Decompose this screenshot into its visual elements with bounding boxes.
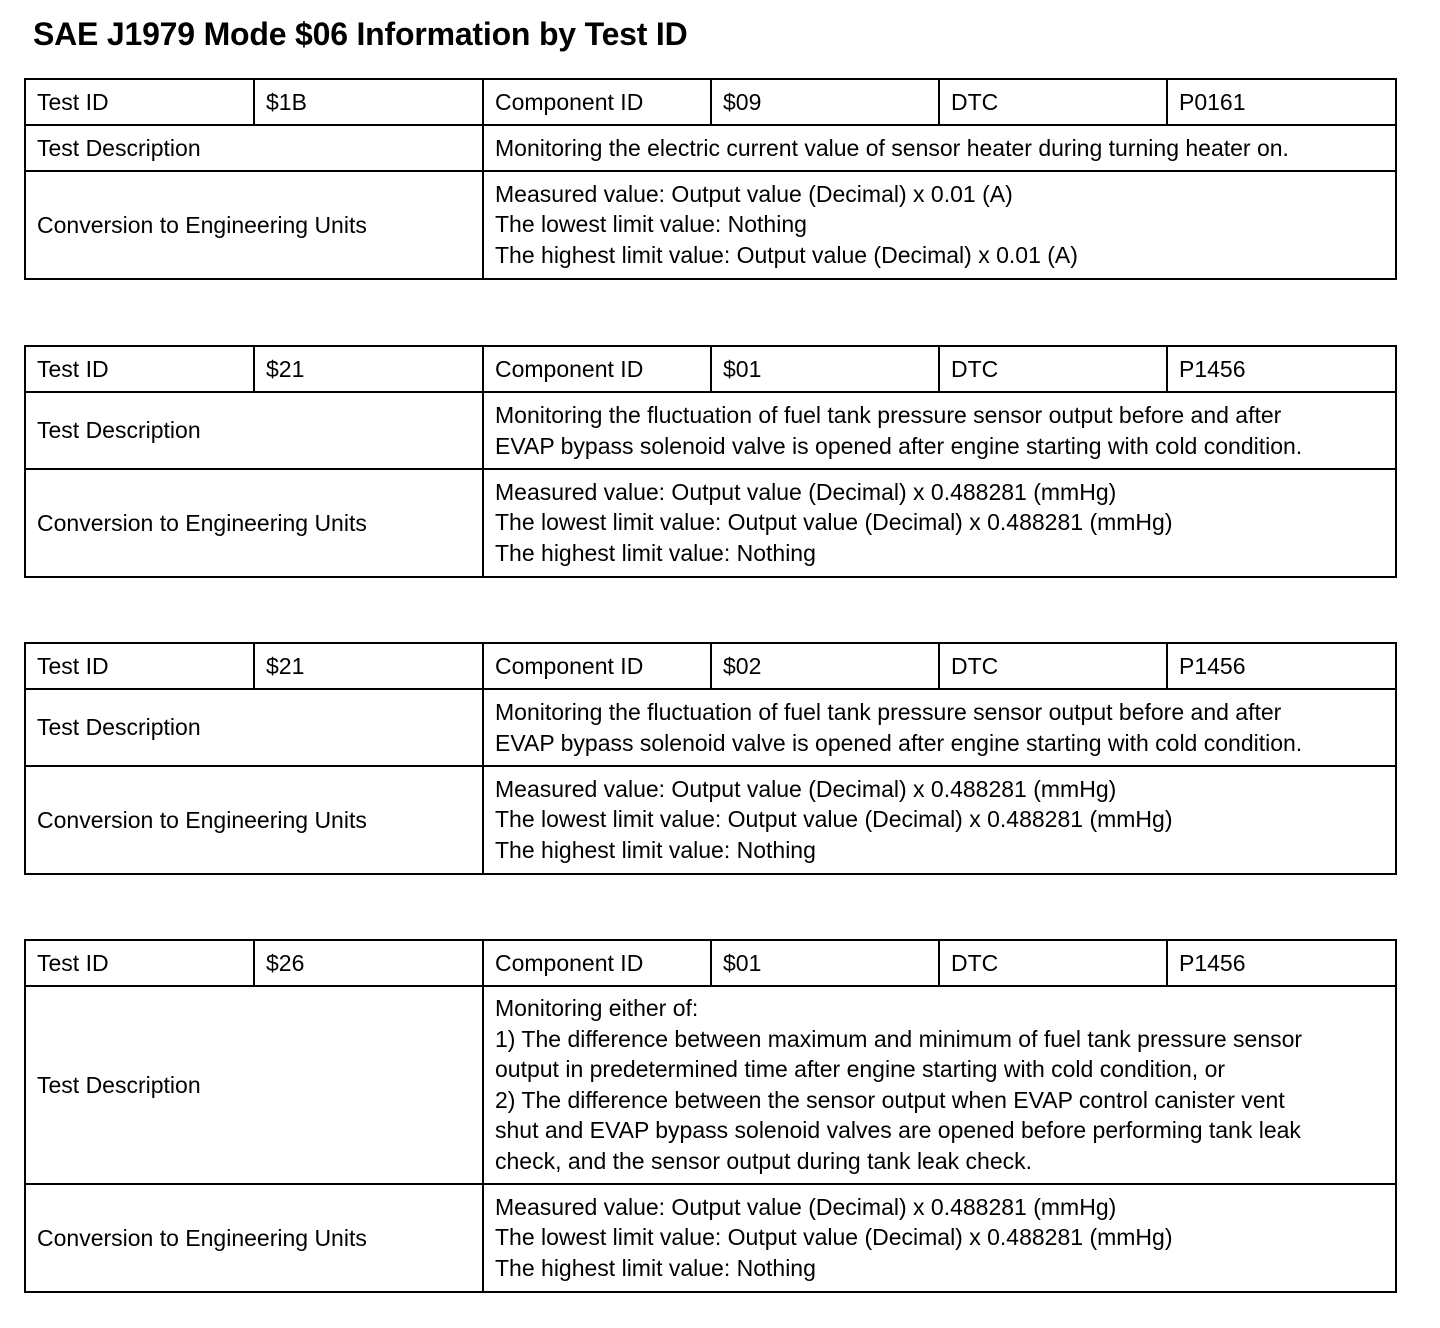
dtc-value: P0161	[1167, 79, 1396, 125]
conversion-value: Measured value: Output value (Decimal) x 0.488281 (mmHg) The lowest limit value: Output value (Decimal) x 0.488281 (mmHg) The highest limit value: Nothing	[483, 766, 1396, 874]
test-id-value: $1B	[254, 79, 483, 125]
test-description-label: Test Description	[25, 125, 483, 171]
component-id-value: $01	[711, 346, 939, 392]
conversion-label: Conversion to Engineering Units	[25, 469, 483, 577]
conversion-row	[25, 1184, 1396, 1292]
test-id-value: $21	[254, 346, 483, 392]
component-id-label: Component ID	[483, 643, 711, 689]
test-id-label: Test ID	[25, 346, 254, 392]
test-id-label: Test ID	[25, 643, 254, 689]
conversion-value: Measured value: Output value (Decimal) x 0.01 (A) The lowest limit value: Nothing The highest limit value: Output value (Decimal) x 0.01 (A)	[483, 171, 1396, 279]
dtc-label: DTC	[939, 79, 1167, 125]
dtc-value: P1456	[1167, 346, 1396, 392]
test-header-row	[25, 79, 1396, 125]
dtc-value: P1456	[1167, 643, 1396, 689]
test-description-row	[25, 125, 1396, 171]
component-id-value: $01	[711, 940, 939, 986]
component-id-label: Component ID	[483, 940, 711, 986]
test-description-label: Test Description	[25, 689, 483, 766]
test-description-label: Test Description	[25, 392, 483, 469]
test-header-row	[25, 346, 1396, 392]
dtc-label: DTC	[939, 940, 1167, 986]
test-table-21-02	[24, 642, 1397, 875]
test-id-value: $21	[254, 643, 483, 689]
component-id-label: Component ID	[483, 346, 711, 392]
test-description-row	[25, 689, 1396, 766]
conversion-row	[25, 171, 1396, 279]
test-header-row	[25, 643, 1396, 689]
test-description-row	[25, 392, 1396, 469]
conversion-value: Measured value: Output value (Decimal) x 0.488281 (mmHg) The lowest limit value: Output value (Decimal) x 0.488281 (mmHg) The highest limit value: Nothing	[483, 1184, 1396, 1292]
conversion-label: Conversion to Engineering Units	[25, 1184, 483, 1292]
conversion-row	[25, 469, 1396, 577]
test-id-label: Test ID	[25, 79, 254, 125]
dtc-label: DTC	[939, 643, 1167, 689]
test-header-row	[25, 940, 1396, 986]
test-id-value: $26	[254, 940, 483, 986]
test-id-label: Test ID	[25, 940, 254, 986]
component-id-value: $02	[711, 643, 939, 689]
test-description-row	[25, 986, 1396, 1184]
conversion-value: Measured value: Output value (Decimal) x 0.488281 (mmHg) The lowest limit value: Output value (Decimal) x 0.488281 (mmHg) The highest limit value: Nothing	[483, 469, 1396, 577]
test-table-1b	[24, 78, 1397, 280]
conversion-label: Conversion to Engineering Units	[25, 766, 483, 874]
test-description-value: Monitoring the fluctuation of fuel tank pressure sensor output before and after EVAP bypass solenoid valve is opened after engine starting with cold condition.	[483, 392, 1396, 469]
test-description-value: Monitoring the electric current value of sensor heater during turning heater on.	[483, 125, 1396, 171]
conversion-row	[25, 766, 1396, 874]
conversion-label: Conversion to Engineering Units	[25, 171, 483, 279]
test-table-21-01	[24, 345, 1397, 578]
dtc-label: DTC	[939, 346, 1167, 392]
component-id-value: $09	[711, 79, 939, 125]
dtc-value: P1456	[1167, 940, 1396, 986]
component-id-label: Component ID	[483, 79, 711, 125]
test-description-label: Test Description	[25, 986, 483, 1184]
test-description-value: Monitoring the fluctuation of fuel tank pressure sensor output before and after EVAP bypass solenoid valve is opened after engine starting with cold condition.	[483, 689, 1396, 766]
test-description-value: Monitoring either of: 1) The difference between maximum and minimum of fuel tank pressure sensor output in predetermined time after engine starting with cold condition, or 2) The difference between the sensor output when EVAP control canister vent shut and EVAP bypass solenoid valves are opened before performing tank leak check, and the sensor output during tank leak check.	[483, 986, 1396, 1184]
page-title: SAE J1979 Mode $06 Information by Test ID	[33, 16, 688, 52]
test-table-26	[24, 939, 1397, 1293]
